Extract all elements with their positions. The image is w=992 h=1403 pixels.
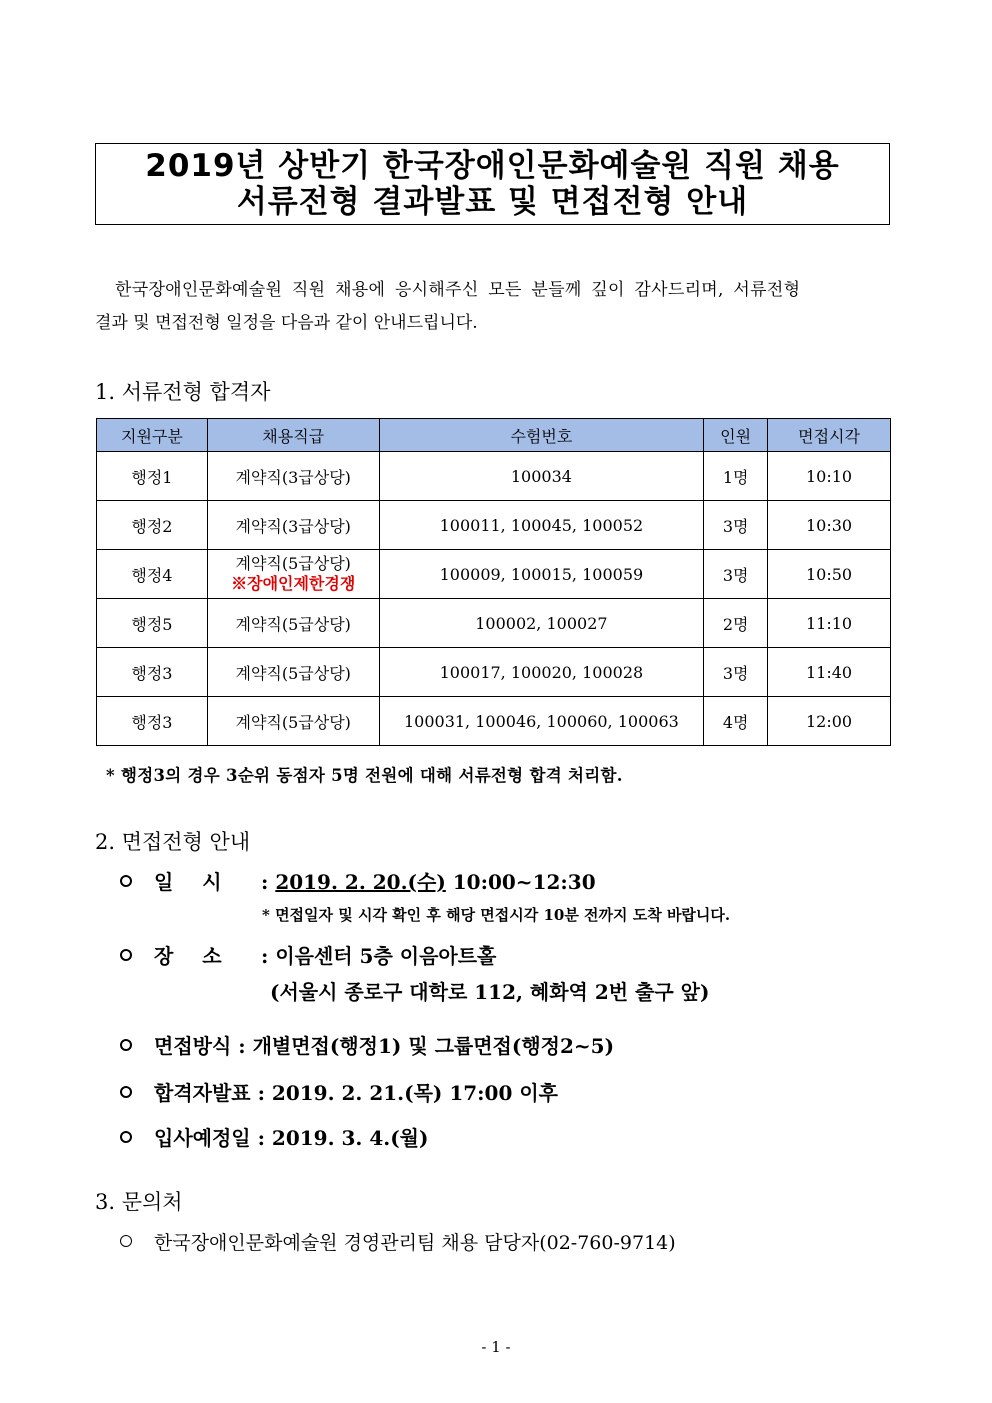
cell-time: 10:30 [768, 501, 891, 550]
announcement-text: 합격자발표 : 2019. 2. 21.(목) 17:00 이후 [154, 1081, 558, 1105]
cell-grade-text: 계약직(5급상당) [235, 554, 351, 573]
contact-text: 한국장애인문화예술원 경영관리팀 채용 담당자(02-760-9714) [154, 1232, 676, 1254]
table-row [97, 599, 891, 648]
cell-grade: 계약직(5급상당) [207, 697, 379, 746]
cell-numbers: 100031, 100046, 100060, 100063 [379, 697, 704, 746]
join-date-item [120, 1122, 428, 1151]
intro-line-1: 한국장애인문화예술원 직원 채용에 응시해주신 모든 분들께 깊이 감사드리며, 서류전형 [115, 280, 801, 300]
cell-count: 3명 [704, 550, 768, 599]
table-row [97, 550, 891, 599]
cell-category: 행정1 [97, 452, 208, 501]
place-address: (서울시 종로구 대학로 112, 혜화역 2번 출구 앞) [270, 980, 710, 1004]
cell-category: 행정2 [97, 501, 208, 550]
table-footnote: * 행정3의 경우 3순위 동점자 5명 전원에 대해 서류전형 합격 처리함. [106, 766, 623, 785]
section-3-title: 3. 문의처 [95, 1190, 183, 1214]
cell-grade-note: ※장애인제한경쟁 [231, 574, 356, 593]
cell-numbers: 100009, 100015, 100059 [379, 550, 704, 599]
title-box [95, 143, 890, 225]
cell-count: 4명 [704, 697, 768, 746]
join-date-text: 입사예정일 : 2019. 3. 4.(월) [154, 1126, 429, 1150]
circle-bullet-icon [120, 1086, 132, 1098]
table-row [97, 648, 891, 697]
date-label: 일 시 [154, 870, 224, 894]
date-value: 2019. 2. 20.(수) [275, 870, 446, 894]
place-separator: : [254, 944, 276, 968]
circle-bullet-icon [120, 1235, 132, 1247]
cell-time: 11:10 [768, 599, 891, 648]
contact-item [120, 1228, 676, 1255]
cell-time: 12:00 [768, 697, 891, 746]
cell-time: 10:50 [768, 550, 891, 599]
table-header-row [97, 419, 891, 452]
title-line-1: 2019년 상반기 한국장애인문화예술원 직원 채용 [145, 148, 840, 184]
header-count: 인원 [704, 419, 768, 452]
date-time: 10:00~12:30 [445, 870, 596, 894]
table-row [97, 452, 891, 501]
cell-count: 3명 [704, 501, 768, 550]
date-note: * 면접일자 및 시각 확인 후 해당 면접시각 10분 전까지 도착 바랍니다. [262, 906, 731, 924]
table-row [97, 697, 891, 746]
cell-grade: 계약직(5급상당) [207, 648, 379, 697]
circle-bullet-icon [120, 875, 132, 887]
cell-grade: 계약직(3급상당) [207, 501, 379, 550]
cell-grade [207, 550, 379, 599]
announcement-item [120, 1077, 558, 1106]
cell-category: 행정3 [97, 697, 208, 746]
cell-time: 11:40 [768, 648, 891, 697]
cell-numbers: 100011, 100045, 100052 [379, 501, 704, 550]
place-value: 이음센터 5층 이음아트홀 [275, 944, 497, 968]
header-numbers: 수험번호 [379, 419, 704, 452]
results-table [96, 418, 891, 746]
cell-category: 행정4 [97, 550, 208, 599]
section-2-title: 2. 면접전형 안내 [95, 830, 251, 854]
title-line-2: 서류전형 결과발표 및 면접전형 안내 [236, 184, 749, 220]
intro-paragraph [95, 274, 895, 340]
page-number: - 1 - [481, 1338, 511, 1356]
method-text: 면접방식 : 개별면접(행정1) 및 그룹면접(행정2~5) [154, 1034, 615, 1058]
header-time: 면접시각 [768, 419, 891, 452]
cell-numbers: 100002, 100027 [379, 599, 704, 648]
cell-numbers: 100017, 100020, 100028 [379, 648, 704, 697]
table-row [97, 501, 891, 550]
cell-time: 10:10 [768, 452, 891, 501]
cell-numbers: 100034 [379, 452, 704, 501]
section-1-title: 1. 서류전형 합격자 [95, 380, 271, 404]
interview-date-item [120, 866, 596, 895]
interview-method-item [120, 1030, 614, 1059]
date-separator: : [254, 870, 276, 894]
cell-count: 1명 [704, 452, 768, 501]
interview-place-item [120, 940, 496, 969]
intro-line-2: 결과 및 면접전형 일정을 다음과 같이 안내드립니다. [95, 313, 478, 333]
cell-category: 행정3 [97, 648, 208, 697]
circle-bullet-icon [120, 1131, 132, 1143]
cell-grade: 계약직(5급상당) [207, 599, 379, 648]
cell-count: 3명 [704, 648, 768, 697]
cell-category: 행정5 [97, 599, 208, 648]
header-grade: 채용직급 [207, 419, 379, 452]
place-label: 장 소 [154, 944, 224, 968]
cell-count: 2명 [704, 599, 768, 648]
cell-grade: 계약직(3급상당) [207, 452, 379, 501]
header-category: 지원구분 [97, 419, 208, 452]
circle-bullet-icon [120, 1039, 132, 1051]
circle-bullet-icon [120, 949, 132, 961]
